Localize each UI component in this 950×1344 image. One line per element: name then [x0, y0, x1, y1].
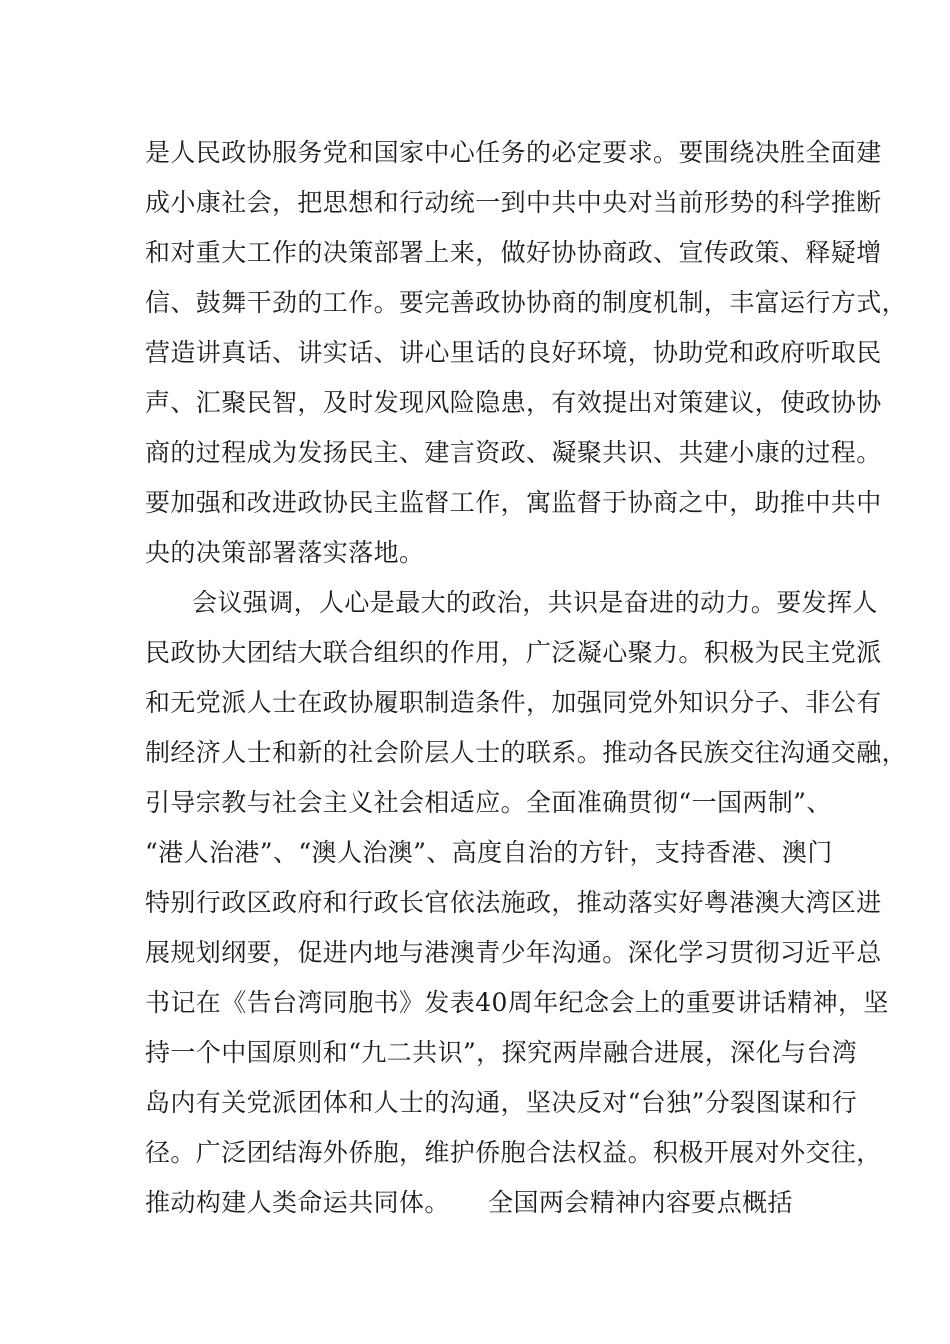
text-line: 和对重大工作的决策部署上来，做好协协商政、宣传政策、释疑增	[145, 238, 882, 267]
text-line: 制经济人士和新的社会阶层人士的联系。推动各民族交往沟通交融，	[145, 738, 908, 767]
text-line: 持一个中国原则和“九二共识”，探究两岸融合进展，深化与台湾	[145, 1038, 858, 1067]
text-line: 商的过程成为发扬民主、建言资政、凝聚共识、共建小康的过程。	[145, 438, 882, 467]
text-line: 成小康社会，把思想和行动统一到中共中央对当前形势的科学推断	[145, 188, 882, 217]
text-line: 径。广泛团结海外侨胞，维护侨胞合法权益。积极开展对外交往，	[145, 1138, 882, 1167]
text-line: 要加强和改进政协民主监督工作，寓监督于协商之中，助推中共中	[145, 488, 882, 517]
text-line: 声、汇聚民智，及时发现风险隐患，有效提出对策建议，使政协协	[145, 388, 882, 417]
paragraph-first-line: 会议强调，人心是最大的政治，共识是奋进的动力。要发挥人	[192, 588, 878, 617]
text-line: 书记在《告台湾同胞书》发表40周年纪念会上的重要讲话精神，坚	[145, 988, 889, 1017]
text-line: 央的决策部署落实落地。	[145, 538, 425, 567]
text-line: 引导宗教与社会主义社会相适应。全面准确贯彻“一国两制”、	[145, 788, 832, 817]
text-line: 营造讲真话、讲实话、讲心里话的良好环境，协助党和政府听取民	[145, 338, 882, 367]
text-line: 展规划纲要，促进内地与港澳青少年沟通。深化学习贯彻习近平总	[145, 938, 882, 967]
text-line: 岛内有关党派团体和人士的沟通，坚决反对“台独”分裂图谋和行	[145, 1088, 858, 1117]
text-line: 是人民政协服务党和国家中心任务的必定要求。要围绕决胜全面建	[145, 138, 882, 167]
text-line: 和无党派人士在政协履职制造条件，加强同党外知识分子、非公有	[145, 688, 882, 717]
text-line: 民政协大团结大联合组织的作用，广泛凝心聚力。积极为民主党派	[145, 638, 882, 667]
text-line: 推动构建人类命运共同体。 全国两会精神内容要点概括	[145, 1188, 793, 1217]
text-line: 信、鼓舞干劲的工作。要完善政协协商的制度机制，丰富运行方式，	[145, 288, 908, 317]
text-line: 特别行政区政府和行政长官依法施政，推动落实好粤港澳大湾区进	[145, 888, 882, 917]
text-line: “港人治港”、“澳人治澳”、高度自治的方针，支持香港、澳门	[145, 838, 833, 867]
